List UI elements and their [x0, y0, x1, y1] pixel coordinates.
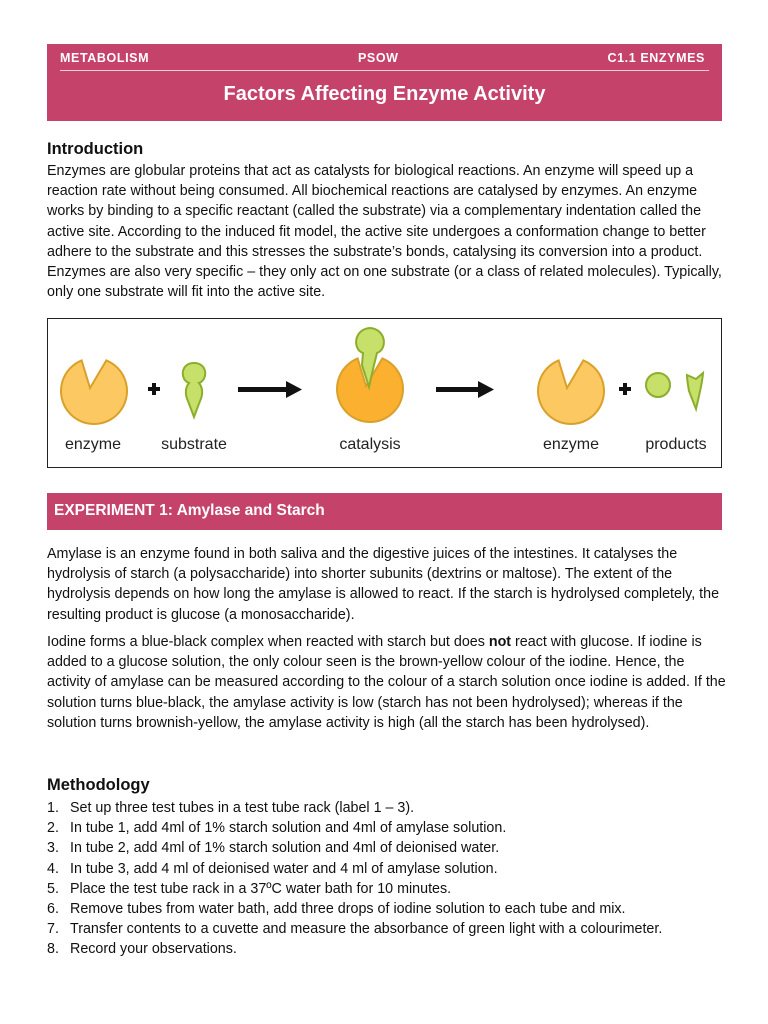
label-enzyme-after: enzyme [542, 436, 600, 453]
enzyme-shape [61, 360, 127, 424]
experiment-1-paragraph-1: Amylase is an enzyme found in both saliva and the digestive juices of the intestines. It catalyses the hydrolysis of starch (a polysaccharide) into shorter subunits (dextrins or maltose). The extent of the hydrolysis depends on how long the amylase is allowed to react. If the starch is hydrolysed completely, the resulting product is glucose (a monosaccharide). [47, 546, 720, 623]
enzyme-diagram [47, 318, 722, 468]
list-item: 6. Remove tubes from water bath, add three drops of iodine solution to each tube and mix. [47, 901, 626, 918]
page-title: Factors Affecting Enzyme Activity [223, 83, 546, 105]
plus-sign [148, 383, 160, 395]
enzyme-shape [538, 360, 604, 424]
product-circle [646, 373, 670, 397]
list-item: 4. In tube 3, add 4 ml of deionised water and 4 ml of amylase solution. [47, 860, 498, 877]
list-item: 2. In tube 1, add 4ml of 1% starch solution and 4ml of amylase solution. [47, 820, 507, 837]
label-substrate: substrate [161, 436, 227, 453]
plus-sign [619, 383, 631, 395]
list-item: 3. In tube 2, add 4ml of 1% starch solution and 4ml of deionised water. [47, 840, 500, 857]
header-divider [60, 70, 709, 71]
paragraph-2-end: react with glucose. If iodine is added to a glucose solution, the only colour seen is the brown-yellow colour of the iodine. Hence, the activity of amylase can be measured according to the colour of a starch solution once iodine is added. If the solution turns blue-black, the amylase activity is low (starch has not been hydrolysed); whereas if the solution turns brownish-yellow, the amylase activity is high (all the starch has been hydrolysed). [47, 634, 726, 731]
header-row [60, 49, 705, 67]
methodology-list [47, 798, 727, 960]
list-item: 5. Place the test tube rack in a 37ºC water bath for 10 minutes. [47, 880, 452, 897]
label-products: products [645, 436, 707, 453]
experiment-1-header [47, 493, 722, 530]
header-topic: METABOLISM [60, 51, 150, 65]
paragraph-2-start: Iodine forms a blue-black complex when reacted with starch but does [47, 634, 489, 650]
product-fragment [687, 373, 703, 409]
header-banner [47, 44, 722, 121]
methodology-heading: Methodology [47, 776, 150, 794]
header-unit: C1.1 ENZYMES [607, 51, 705, 65]
label-enzyme: enzyme [64, 436, 122, 453]
list-item: 8. Record your observations. [47, 941, 237, 958]
experiment-1-paragraph-2 [47, 632, 727, 733]
header-type: PSOW [357, 51, 399, 65]
emphasis-not: not [488, 634, 512, 650]
arrow-icon [436, 381, 494, 398]
experiment-1-title: EXPERIMENT 1: Amylase and Starch [54, 502, 325, 519]
arrow-icon [238, 381, 302, 398]
label-catalysis: catalysis [339, 436, 401, 453]
introduction-text: Enzymes are globular proteins that act as catalysts for biological reactions. An enzyme will speed up a reaction rate without being consumed. All biochemical reactions are catalysed by enzymes. An enzyme works by binding to a specific reactant (called the substrate) via a complementary indentation called the active site. According to the induced fit model, the active site undergoes a conformation change to better adhere to the substrate and this stresses the substrate’s bonds, catalysing its conversion into a product. Enzymes are also very specific – they only act on one substrate (or a class of related molecules). Typically, only one substrate will fit into the active site. [47, 163, 722, 301]
list-item: 7. Transfer contents to a cuvette and measure the absorbance of green light with a colourimeter. [47, 921, 663, 938]
list-item: 1. Set up three test tubes in a test tube rack (label 1 – 3). [47, 800, 415, 816]
substrate-shape [183, 363, 205, 417]
introduction-heading: Introduction [47, 140, 144, 158]
